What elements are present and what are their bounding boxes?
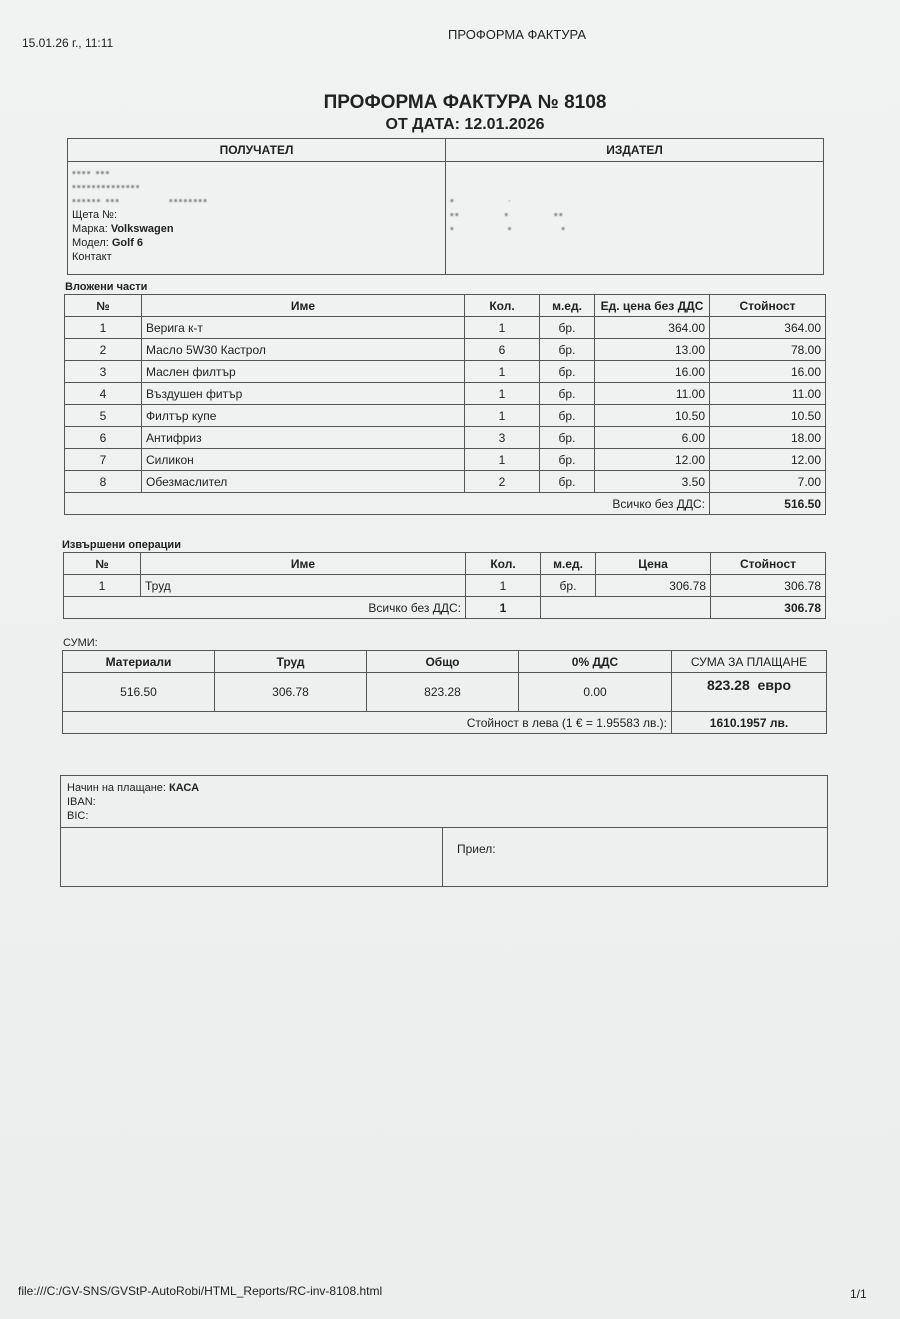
cell-name: Верига к-т <box>142 317 465 339</box>
cell-no: 1 <box>64 575 141 597</box>
cell-price: 306.78 <box>596 575 711 597</box>
sums-col-total: Общо <box>367 651 519 673</box>
cell-total: 364.00 <box>710 317 826 339</box>
cell-no: 4 <box>65 383 142 405</box>
part-row <box>65 317 826 339</box>
sum-materials: 516.50 <box>63 673 215 712</box>
part-row <box>65 383 826 405</box>
sum-amount-due: 823.28 евро <box>672 673 827 712</box>
sums-section-label: СУМИ: <box>63 637 98 649</box>
cell-unit: бр. <box>541 575 596 597</box>
bgn-value: 1610.1957 лв. <box>672 712 827 734</box>
part-row <box>65 427 826 449</box>
cell-unit: бр. <box>540 361 595 383</box>
sums-table <box>62 650 827 734</box>
cell-name: Антифриз <box>142 427 465 449</box>
cell-price: 3.50 <box>595 471 710 493</box>
cell-price: 12.00 <box>595 449 710 471</box>
cell-total: 7.00 <box>710 471 826 493</box>
redacted-phone: ▪▪▪▪▪▪ ▪▪▪ ▪▪▪▪▪▪▪▪ <box>72 195 209 207</box>
cell-total: 78.00 <box>710 339 826 361</box>
cell-total: 18.00 <box>710 427 826 449</box>
part-row <box>65 471 826 493</box>
bic-label: BIC: <box>67 810 89 822</box>
parties-table <box>67 138 824 275</box>
sums-col-labor: Труд <box>215 651 367 673</box>
footer-page-number: 1/1 <box>850 1287 867 1301</box>
cell-price: 364.00 <box>595 317 710 339</box>
cell-no: 6 <box>65 427 142 449</box>
cell-no: 7 <box>65 449 142 471</box>
ops-col-qty: Кол. <box>466 553 541 575</box>
redacted-issuer-1: ▪ · <box>450 195 513 207</box>
sum-labor: 306.78 <box>215 673 367 712</box>
op-row <box>64 575 826 597</box>
cell-qty: 1 <box>465 361 540 383</box>
cell-price: 13.00 <box>595 339 710 361</box>
operations-section-label: Извършени операции <box>62 539 181 551</box>
ops-subtotal-qty: 1 <box>466 597 541 619</box>
sum-total: 823.28 <box>367 673 519 712</box>
cell-qty: 1 <box>465 317 540 339</box>
ops-col-no: № <box>64 553 141 575</box>
cell-name: Филтър купе <box>142 405 465 427</box>
cell-unit: бр. <box>540 471 595 493</box>
cell-name: Маслен филтър <box>142 361 465 383</box>
cell-qty: 1 <box>465 449 540 471</box>
cell-total: 10.50 <box>710 405 826 427</box>
sum-vat: 0.00 <box>519 673 672 712</box>
sums-col-due: СУМА ЗА ПЛАЩАНЕ <box>672 651 827 673</box>
cell-name: Обезмаслител <box>142 471 465 493</box>
cell-name: Въздушен фитър <box>142 383 465 405</box>
redacted-issuer-3: ▪ ▪ ▪ <box>450 223 567 235</box>
ops-col-name: Име <box>141 553 466 575</box>
cell-qty: 1 <box>465 383 540 405</box>
cell-no: 1 <box>65 317 142 339</box>
print-datetime: 15.01.26 г., 11:11 <box>22 36 114 50</box>
parts-subtotal-label: Всичко без ДДС: <box>65 493 710 515</box>
sums-col-vat: 0% ДДС <box>519 651 672 673</box>
recipient-header: ПОЛУЧАТЕЛ <box>68 139 446 162</box>
ops-subtotal-label: Всичко без ДДС: <box>64 597 466 619</box>
col-price: Ед. цена без ДДС <box>595 295 710 317</box>
cell-qty: 2 <box>465 471 540 493</box>
cell-unit: бр. <box>540 317 595 339</box>
ops-col-unit: м.ед. <box>541 553 596 575</box>
cell-no: 2 <box>65 339 142 361</box>
cell-name: Силикон <box>142 449 465 471</box>
make-line: Марка: Volkswagen <box>72 223 174 235</box>
cell-name: Масло 5W30 Кастрол <box>142 339 465 361</box>
bgn-label: Стойност в лева (1 € = 1.95583 лв.): <box>63 712 672 734</box>
redacted-name: ▪▪▪▪ ▪▪▪ <box>72 167 111 179</box>
cell-total: 12.00 <box>710 449 826 471</box>
cell-total: 16.00 <box>710 361 826 383</box>
model-value: Golf 6 <box>111 237 144 249</box>
make-value: Volkswagen <box>110 223 174 235</box>
cell-no: 8 <box>65 471 142 493</box>
redacted-issuer-2: ▪▪ ▪ ▪▪ <box>450 209 564 221</box>
cell-no: 5 <box>65 405 142 427</box>
recipient-details <box>68 162 446 275</box>
document-date: ОТ ДАТА: 12.01.2026 <box>385 116 545 133</box>
model-line: Модел: Golf 6 <box>72 237 144 249</box>
cell-total: 306.78 <box>711 575 826 597</box>
footer-file-path: file:///C:/GV-SNS/GVStP-AutoRobi/HTML_Reports/RC-inv-8108.html <box>18 1284 383 1298</box>
col-name: Име <box>142 295 465 317</box>
payment-details <box>61 776 827 828</box>
cell-qty: 3 <box>465 427 540 449</box>
ops-col-total: Стойност <box>711 553 826 575</box>
cell-price: 16.00 <box>595 361 710 383</box>
cell-no: 3 <box>65 361 142 383</box>
contact-line: Контакт <box>72 251 112 263</box>
col-unit: м.ед. <box>540 295 595 317</box>
issuer-header: ИЗДАТЕЛ <box>446 139 824 162</box>
cell-price: 6.00 <box>595 427 710 449</box>
iban-label: IBAN: <box>67 796 96 808</box>
cell-name: Труд <box>141 575 466 597</box>
ops-subtotal-value: 306.78 <box>711 597 826 619</box>
cell-total: 11.00 <box>710 383 826 405</box>
redacted-address: ▪▪▪▪▪▪▪▪▪▪▪▪▪▪ <box>72 181 141 193</box>
payment-box <box>60 775 828 887</box>
sums-col-materials: Материали <box>63 651 215 673</box>
cell-unit: бр. <box>540 449 595 471</box>
issuer-details <box>446 162 824 275</box>
parts-subtotal-value: 516.50 <box>710 493 826 515</box>
payment-divider <box>442 828 443 886</box>
parts-section-label: Вложени части <box>65 281 148 293</box>
cell-qty: 1 <box>465 405 540 427</box>
received-label: Приел: <box>457 842 496 856</box>
part-row <box>65 449 826 471</box>
cell-unit: бр. <box>540 405 595 427</box>
part-row <box>65 405 826 427</box>
cell-price: 11.00 <box>595 383 710 405</box>
cell-qty: 1 <box>466 575 541 597</box>
col-no: № <box>65 295 142 317</box>
cell-unit: бр. <box>540 339 595 361</box>
payment-method-line: Начин на плащане: КАСА <box>67 782 200 794</box>
page-header-title: ПРОФОРМА ФАКТУРА <box>448 27 586 42</box>
payment-method-value: КАСА <box>169 782 200 794</box>
ops-col-price: Цена <box>596 553 711 575</box>
cell-qty: 6 <box>465 339 540 361</box>
part-row <box>65 339 826 361</box>
account-line: Щета №: <box>72 209 118 221</box>
document-title: ПРОФОРМА ФАКТУРА № 8108 <box>323 92 607 113</box>
part-row <box>65 361 826 383</box>
cell-price: 10.50 <box>595 405 710 427</box>
col-qty: Кол. <box>465 295 540 317</box>
col-total: Стойност <box>710 295 826 317</box>
cell-unit: бр. <box>540 427 595 449</box>
cell-unit: бр. <box>540 383 595 405</box>
parts-table <box>64 294 826 515</box>
operations-table <box>63 552 826 619</box>
